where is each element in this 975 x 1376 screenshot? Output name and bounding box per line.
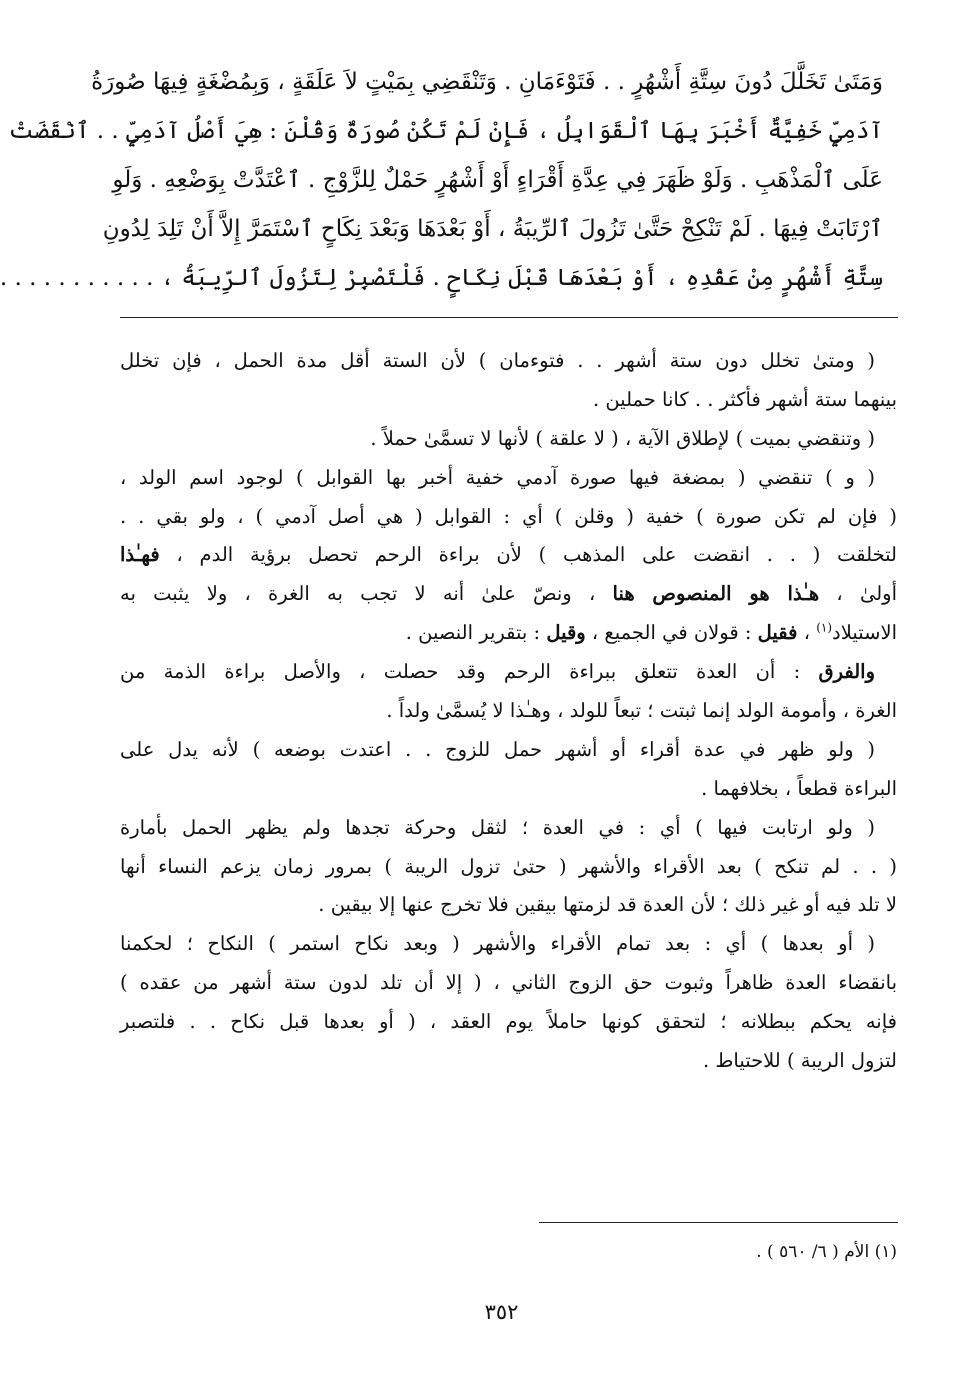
- commentary-segment: : أن العدة تتعلق ببراءة الرحم وقد حصلت ، والأصل براءة الذمة من: [120, 660, 819, 684]
- commentary-line: لتزول الريبة ) للاحتياط .: [702, 1049, 897, 1073]
- page-number: ٣٥٢: [484, 1300, 519, 1324]
- footnote-separator: [539, 1222, 898, 1223]
- main-text-line: آدَمِيٍّ خَفِيَّةٌ أَخْبَرَ بِهَا ٱلْقَوَابِلُ ، فَإِنْ لَمْ تَكُنْ صُورَةٌ وَقُلْنَ : هِيَ أَصْلُ آدَمِيٍّ . . ٱنْقَضَتْ: [8, 118, 883, 144]
- commentary-line: بانقضاء العدة ظاهراً وثبوت حق الزوج الثاني ، ( إلا أن تلد لدون ستة أشهر من عقده ): [120, 971, 897, 995]
- commentary-line: ( و ) تنقضي ( بمضغة فيها صورة آدمي خفية أخبر بها القوابل ) لوجود اسم الولد ،: [120, 465, 875, 489]
- main-text-line: سِتَّةِ أَشْهُرٍ مِنْ عَقْدِهِ ، أَوْ بَعْدَهَا قَبْلَ نِكَاحٍ . فَلْتَصْبِرْ لِتَزُولَ ٱلرِّيبَةُ ، . . . . . . . . . . .: [0, 265, 883, 291]
- commentary-bold-segment: هـٰذا هو المنصوص هنا: [612, 582, 820, 606]
- commentary-segment: : قولان في الجميع ،: [585, 621, 758, 645]
- commentary-segment: ، ونصّ علىٰ أنه لا تجب به الغرة ، ولا يثبت به: [120, 582, 613, 606]
- commentary-line: ( فإن لم تكن صورة ) خفية ( وقلن ) أي : القوابل ( هي أصل آدمي ) ، ولو بقي . .: [120, 504, 897, 528]
- commentary-line: الغرة ، وأمومة الولد إنما ثبتت ؛ تبعاً للولد ، وهـٰذا لا يُسمَّىٰ ولداً .: [386, 699, 897, 723]
- commentary-line: البراءة قطعاً ، بخلافهما .: [701, 776, 897, 800]
- separator-rule: [120, 317, 898, 318]
- main-text-line: عَلَى ٱلْمَذْهَبِ . وَلَوْ ظَهَرَ فِي عِدَّةِ أَقْرَاءٍ أَوْ أَشْهُرٍ حَمْلٌ لِلزَّوْجِ . ٱعْتَدَّتْ بِوَضْعِهِ . وَلَوِ: [112, 167, 883, 193]
- commentary-segment: ،: [797, 621, 817, 645]
- commentary-line: ( ولو ارتابت فيها ) أي : في العدة ؛ لثقل وحركة تجدها ولم يظهر الحمل بأمارة: [120, 815, 875, 839]
- commentary-line: ( أو بعدها ) أي : بعد تمام الأقراء والأشهر ( وبعد نكاح استمر ) النكاح ؛ لحكمنا: [120, 932, 875, 956]
- commentary-segment: لتخلقت ( . . انقضت على المذهب ) لأن براءة الرحم تحصل برؤية الدم ،: [159, 543, 897, 567]
- commentary-line: ( ومتىٰ تخلل دون ستة أشهر . . فتوءمان ) لأن الستة أقل مدة الحمل ، فإن تخلل: [120, 349, 875, 372]
- commentary-line: ( . . لم تنكح ) بعد الأقراء والأشهر ( حتىٰ تزول الريبة ) بمرور زمان يزعم النساء أنها: [120, 854, 897, 878]
- footnote-reference[interactable]: (١): [816, 620, 833, 635]
- commentary-line: [120, 653, 897, 692]
- commentary-bold-segment: فقيل: [757, 621, 798, 645]
- main-text-line: ٱرْتَابَتْ فِيهَا . لَمْ تَنْكِحْ حَتَّىٰ تَزُولَ ٱلرِّيبَةُ ، أَوْ بَعْدَهَا وَبَعْدَ نِكَاحٍ ٱسْتَمَرَّ إِلاَّ أَنْ تَلِدَ لِدُونِ: [102, 216, 883, 242]
- commentary-line: [120, 575, 897, 614]
- commentary-line: لا تلد فيه أو غير ذلك ؛ لأن العدة قد لزمتها بيقين فلا تخرج عنها إلا بيقين .: [318, 893, 897, 917]
- commentary-bold-segment: فهـٰذا: [120, 543, 160, 567]
- commentary-segment: الاستيلاد: [832, 621, 897, 645]
- commentary-bold-segment: وقيل: [546, 621, 586, 645]
- commentary-segment: : بتقرير النصين .: [405, 621, 547, 645]
- main-text: [0, 58, 883, 303]
- commentary-line: ( وتنقضي بميت ) لإطلاق الآية ، ( لا علقة ) لأنها لا تسمَّىٰ حملاً .: [370, 426, 875, 450]
- main-text-line: وَمَتَىٰ تَخَلَّلَ دُونَ سِتَّةِ أَشْهُرٍ . . فَتَوْءَمَانِ . وَتَنْقَضِي بِمَيْتٍ لاَ عَلَقَةٍ ، وَبِمُضْغَةٍ فِيهَا صُورَةُ: [91, 69, 883, 95]
- footnote-text: الأم ( ٦/ ٥٦٠ ) .: [756, 1242, 870, 1262]
- commentary-segment: أولىٰ ،: [819, 582, 897, 606]
- commentary-line: بينهما ستة أشهر فأكثر . . كانا حملين .: [592, 387, 897, 411]
- commentary-text: [120, 342, 897, 1081]
- commentary-line: [120, 614, 897, 653]
- commentary-line: [120, 536, 897, 575]
- commentary-bold-segment: والفرق: [818, 660, 875, 684]
- commentary-line: فإنه يحكم ببطلانه ؛ لتحقق كونها حاملاً يوم العقد ، ( أو بعدها قبل نكاح . . فلتصبر: [120, 1010, 897, 1034]
- commentary-line: ( ولو ظهر في عدة أقراء أو أشهر حمل للزوج . . اعتدت بوضعه ) لأنه يدل على: [120, 737, 875, 761]
- footnote-number: (١): [874, 1242, 897, 1262]
- footnote: [756, 1239, 897, 1265]
